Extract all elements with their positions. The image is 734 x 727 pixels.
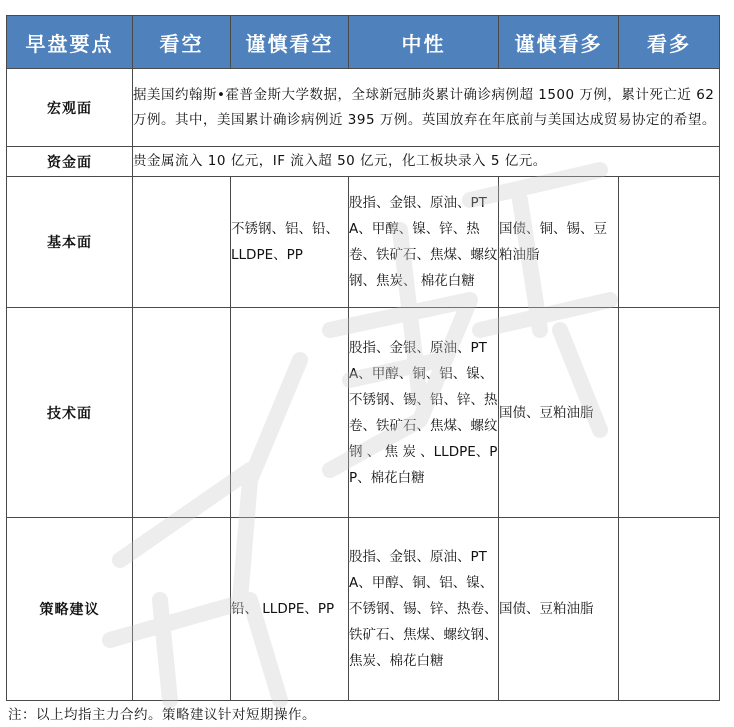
header-morning-points: 早盘要点 bbox=[7, 16, 133, 69]
technical-bullish bbox=[619, 308, 720, 518]
strategy-bearish bbox=[133, 518, 231, 701]
capital-text: 贵金属流入 10 亿元，IF 流入超 50 亿元，化工板块录入 5 亿元。 bbox=[133, 147, 720, 177]
technical-bearish bbox=[133, 308, 231, 518]
strategy-row bbox=[7, 518, 720, 701]
header-cautious-bearish: 谨慎看空 bbox=[231, 16, 349, 69]
macro-text: 据美国约翰斯•霍普金斯大学数据，全球新冠肺炎累计确诊病例超 1500 万例，累计死亡近 62 万例。其中，美国累计确诊病例近 395 万例。英国放弃在年底前与美国达成贸易协定的希望。 bbox=[133, 69, 720, 147]
strategy-cautious-bullish: 国债、豆粕油脂 bbox=[499, 518, 619, 701]
header-cautious-bullish: 谨慎看多 bbox=[499, 16, 619, 69]
fundamental-neutral: 股指、金银、原油、PTA、甲醇、镍、锌、热卷、铁矿石、焦煤、螺纹钢、焦炭、 棉花白糖 bbox=[349, 177, 499, 308]
technical-row bbox=[7, 308, 720, 518]
macro-row bbox=[7, 69, 720, 147]
technical-cautious-bullish: 国债、豆粕油脂 bbox=[499, 308, 619, 518]
fundamental-cautious-bullish: 国债、铜、锡、豆粕油脂 bbox=[499, 177, 619, 308]
footnote: 注：以上均指主力合约。策略建议针对短期操作。 bbox=[8, 707, 316, 723]
header-row bbox=[7, 16, 720, 69]
outlook-table bbox=[6, 15, 720, 701]
fundamental-bullish bbox=[619, 177, 720, 308]
strategy-cautious-bearish: 铅、 LLDPE、PP bbox=[231, 518, 349, 701]
strategy-label: 策略建议 bbox=[7, 518, 133, 701]
fundamental-bearish bbox=[133, 177, 231, 308]
capital-label: 资金面 bbox=[7, 147, 133, 177]
fundamental-label: 基本面 bbox=[7, 177, 133, 308]
fundamental-cautious-bearish: 不锈钢、铝、铅、 LLDPE、PP bbox=[231, 177, 349, 308]
technical-cautious-bearish bbox=[231, 308, 349, 518]
technical-label: 技术面 bbox=[7, 308, 133, 518]
capital-row bbox=[7, 147, 720, 177]
fundamental-row bbox=[7, 177, 720, 308]
header-bullish: 看多 bbox=[619, 16, 720, 69]
header-bearish: 看空 bbox=[133, 16, 231, 69]
macro-label: 宏观面 bbox=[7, 69, 133, 147]
strategy-bullish bbox=[619, 518, 720, 701]
strategy-neutral: 股指、金银、原油、PTA、甲醇、铜、铝、镍、不锈钢、锡、锌、热卷、铁矿石、焦煤、螺纹钢、焦炭、棉花白糖 bbox=[349, 518, 499, 701]
technical-neutral: 股指、金银、原油、PTA、甲醇、铜、铝、镍、不锈钢、锡、铅、锌、热卷、铁矿石、焦煤、螺纹 钢 、 焦 炭 、LLDPE、PP、棉花白糖 bbox=[349, 308, 499, 518]
header-neutral: 中性 bbox=[349, 16, 499, 69]
